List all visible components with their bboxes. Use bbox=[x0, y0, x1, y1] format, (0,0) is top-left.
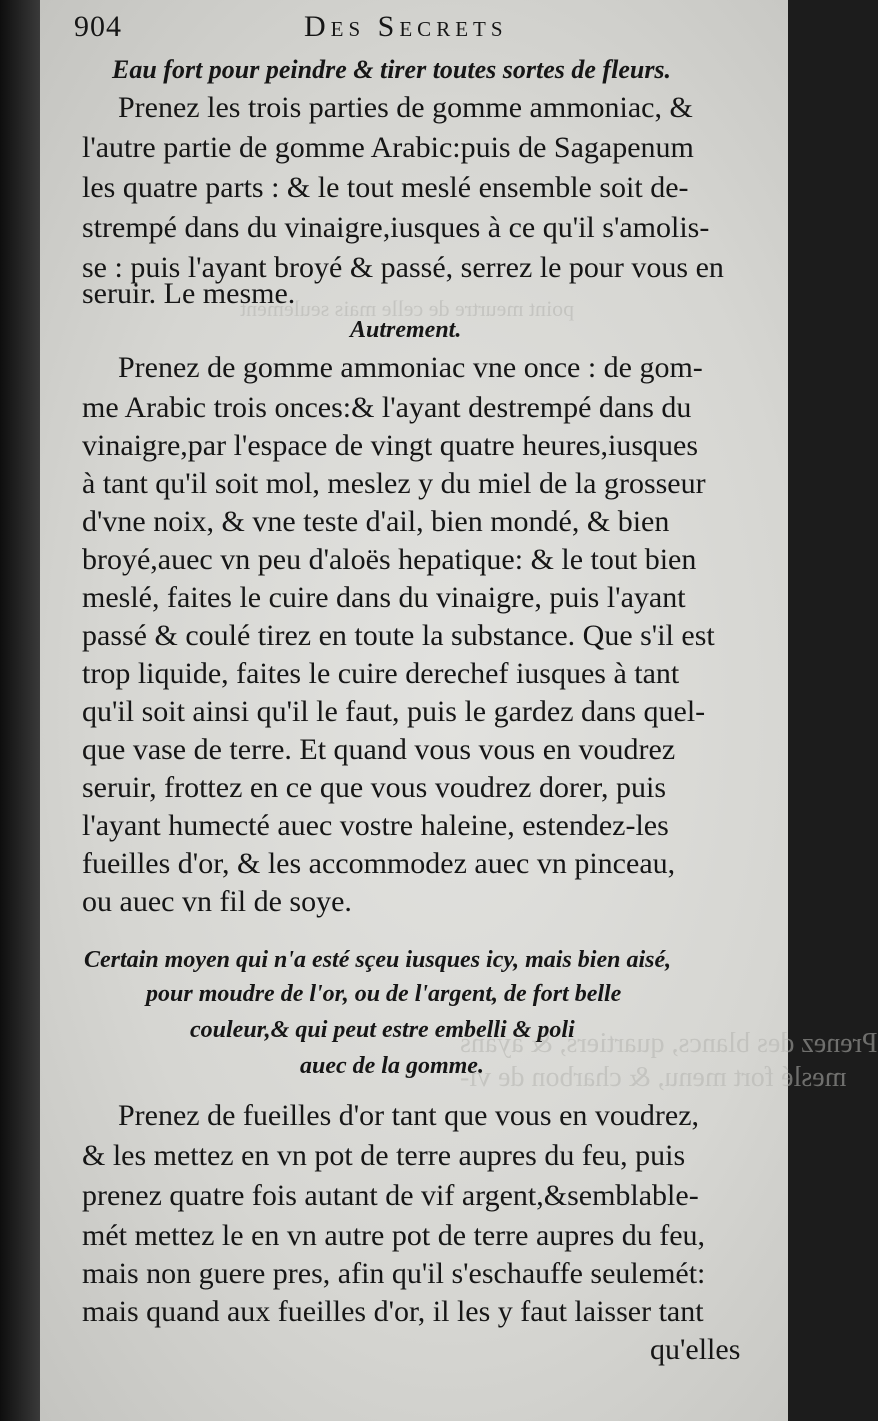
text-line: & les mettez en vn pot de terre aupres du feu, puis bbox=[82, 1139, 686, 1172]
show-through-text: Prenez des blancs, quartiers, & ayans bbox=[460, 1028, 878, 1059]
recipe-title-line: couleur,& qui peut estre embelli & poli bbox=[190, 1017, 575, 1043]
text-line: mais quand aux fueilles d'or, il les y faut laisser tant bbox=[82, 1295, 704, 1328]
recipe-title-line: Certain moyen qui n'a esté sçeu iusques icy, mais bien aisé, bbox=[84, 947, 672, 973]
page-number: 904 bbox=[74, 10, 122, 43]
text-line: trop liquide, faites le cuire derechef iusques à tant bbox=[82, 657, 680, 690]
text-line: broyé,auec vn peu d'aloës hepatique: & le tout bien bbox=[82, 543, 697, 576]
text-line: vinaigre,par l'espace de vingt quatre heures,iusques bbox=[82, 429, 699, 462]
text-line: strempé dans du vinaigre,iusques à ce qu'il s'amolis- bbox=[82, 211, 710, 244]
catchword: qu'elles bbox=[650, 1333, 741, 1366]
text-line: que vase de terre. Et quand vous vous en voudrez bbox=[82, 733, 676, 766]
text-line: seruir. Le mesme. bbox=[82, 277, 296, 310]
text-line: seruir, frottez en ce que vous voudrez dorer, puis bbox=[82, 771, 667, 804]
text-line: à tant qu'il soit mol, meslez y du miel de la grosseur bbox=[82, 467, 706, 500]
text-line: l'autre partie de gomme Arabic:puis de Sagapenum bbox=[82, 131, 694, 164]
text-line: se : puis l'ayant broyé & passé, serrez le pour vous en bbox=[82, 251, 724, 284]
recipe-title-line: pour moudre de l'or, ou de l'argent, de fort belle bbox=[146, 981, 622, 1007]
show-through-text: point meurtre de celle mais seulement bbox=[240, 296, 575, 321]
text-line: Prenez de fueilles d'or tant que vous en voudrez, bbox=[118, 1099, 700, 1132]
text-line: me Arabic trois onces:& l'ayant destrempé dans du bbox=[82, 391, 692, 424]
text-line: d'vne noix, & vne teste d'ail, bien mondé, & bien bbox=[82, 505, 670, 538]
text-line: mais non guere pres, afin qu'il s'eschauffe seulemét: bbox=[82, 1257, 706, 1290]
book-gutter-shadow bbox=[0, 0, 40, 1421]
text-line: mét mettez le en vn autre pot de terre aupres du feu, bbox=[82, 1219, 706, 1252]
text-line: les quatre parts : & le tout meslé ensemble soit de- bbox=[82, 171, 689, 204]
text-line: fueilles d'or, & les accommodez auec vn pinceau, bbox=[82, 847, 676, 880]
text-line: passé & coulé tirez en toute la substance. Que s'il est bbox=[82, 619, 715, 652]
recipe-title: Eau fort pour peindre & tirer toutes sortes de fleurs. bbox=[112, 55, 672, 84]
text-line: meslé, faites le cuire dans du vinaigre, puis l'ayant bbox=[82, 581, 686, 614]
text-line: qu'il soit ainsi qu'il le faut, puis le gardez dans quel- bbox=[82, 695, 706, 728]
recipe-title: Autrement. bbox=[350, 317, 462, 343]
page-header bbox=[74, 10, 764, 50]
text-line: prenez quatre fois autant de vif argent,&semblable- bbox=[82, 1179, 699, 1212]
text-line: Prenez les trois parties de gomme ammoniac, & bbox=[118, 91, 693, 124]
show-through-text: meslé fort menu, & charbon de vi- bbox=[460, 1062, 847, 1093]
running-title: Des Secrets bbox=[304, 10, 508, 43]
text-line: l'ayant humecté auec vostre haleine, estendez-les bbox=[82, 809, 669, 842]
recipe-title-line: auec de la gomme. bbox=[300, 1053, 484, 1079]
book-page bbox=[40, 0, 878, 1421]
text-line: ou auec vn fil de soye. bbox=[82, 885, 352, 918]
text-line: Prenez de gomme ammoniac vne once : de gom- bbox=[118, 351, 703, 384]
